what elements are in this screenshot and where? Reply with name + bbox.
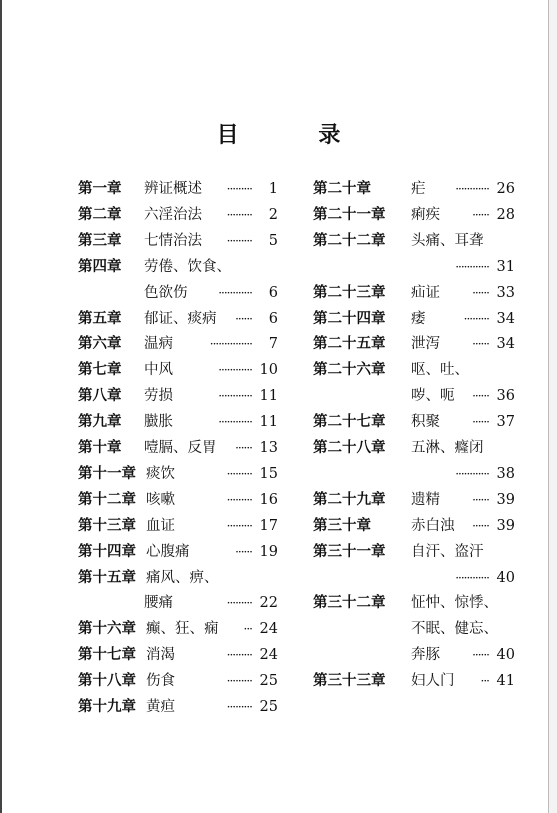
toc-entry [313, 567, 515, 589]
chapter-number: 第四章 [78, 257, 122, 275]
page-number: 22 [259, 595, 278, 612]
chapter-title: 妇人门 [411, 673, 455, 690]
chapter-title: 臌胀 [144, 414, 173, 431]
chapter-number: 第十一章 [78, 464, 136, 482]
chapter-title: 郁证、痰病 [144, 310, 217, 327]
leader-dots: ······ [472, 648, 489, 663]
page-number: 25 [259, 699, 278, 715]
leader-dots: ········· [226, 492, 252, 507]
chapter-number: 第十三章 [78, 516, 136, 534]
chapter-title: 心腹痛 [146, 543, 190, 560]
page-number: 19 [259, 543, 278, 560]
page-number: 7 [268, 336, 278, 353]
leader-dots: ······ [472, 285, 489, 300]
chapter-title: 怔忡、惊悸、 [411, 595, 498, 612]
leader-dots: ············ [455, 182, 489, 196]
chapter-title: 泄泻 [411, 336, 440, 353]
page-number: 13 [259, 440, 278, 456]
chapter-title: 噎膈、反胃 [144, 440, 217, 456]
chapter-title: 消渴 [146, 647, 175, 664]
toc-entry [78, 204, 278, 226]
chapter-number: 第六章 [78, 335, 122, 353]
toc-entry [78, 618, 278, 640]
toc-entry [313, 618, 515, 640]
chapter-number: 第二十三章 [313, 283, 386, 301]
chapter-number: 第三十章 [313, 516, 371, 534]
toc-entry [313, 385, 515, 407]
page-number: 24 [259, 647, 278, 664]
toc-entry [313, 204, 515, 226]
chapter-number: 第二十八章 [313, 439, 386, 456]
toc-entry [78, 489, 278, 511]
page-number: 17 [259, 517, 278, 534]
page-number: 37 [496, 414, 515, 431]
page-number: 38 [496, 465, 515, 482]
leader-dots: ········· [226, 648, 252, 663]
chapter-title: 痛风、痹、 [146, 569, 219, 586]
leader-dots: ············ [218, 285, 252, 300]
chapter-number: 第二十五章 [313, 335, 386, 353]
chapter-title: 疟 [411, 181, 426, 197]
chapter-title: 癫、狂、痫 [146, 621, 219, 638]
chapter-title: 劳损 [144, 388, 173, 405]
page-number: 39 [496, 517, 515, 534]
chapter-title: 劳倦、饮食、 [144, 258, 231, 275]
chapter-number: 第十四章 [78, 542, 136, 560]
chapter-title: 伤食 [146, 673, 175, 690]
leader-dots: ······ [235, 544, 252, 559]
chapter-number: 第七章 [78, 361, 122, 379]
chapter-number: 第十六章 [78, 620, 136, 638]
toc-entry [313, 333, 515, 355]
toc-entry [78, 282, 278, 304]
chapter-number: 第二十七章 [313, 413, 386, 431]
chapter-title: 不眠、健忘、 [411, 621, 498, 638]
chapter-number: 第三章 [78, 231, 122, 249]
page-number: 24 [259, 621, 278, 638]
leader-dots: ······ [472, 492, 489, 507]
toc-entry [313, 359, 515, 381]
page-number: 40 [496, 647, 515, 664]
page-number: 6 [268, 310, 278, 327]
leader-dots: ······ [235, 441, 252, 455]
page-number: 40 [496, 569, 515, 586]
chapter-title: 血证 [146, 517, 175, 534]
toc-entry [313, 592, 515, 614]
toc-entry [78, 515, 278, 537]
toc-entry [313, 230, 515, 252]
leader-dots: ··· [480, 674, 489, 689]
chapter-title: 自汗、盗汗 [411, 543, 484, 560]
toc-entry [313, 178, 515, 200]
toc-entry [313, 282, 515, 304]
toc-entry [313, 489, 515, 511]
chapter-title: 五淋、癃闭 [411, 440, 484, 456]
chapter-title: 痢疾 [411, 206, 440, 223]
page-number: 1 [268, 181, 278, 197]
leader-dots: ······ [472, 518, 489, 533]
leader-dots: ········· [226, 182, 252, 196]
toc-entry [78, 567, 278, 589]
chapter-number: 第十九章 [78, 698, 136, 715]
chapter-number: 第三十一章 [313, 542, 386, 560]
chapter-number: 第十二章 [78, 490, 136, 508]
chapter-number: 第十八章 [78, 672, 136, 690]
chapter-title: 温病 [144, 336, 173, 353]
leader-dots: ········· [226, 207, 252, 222]
page-number: 41 [496, 673, 515, 690]
toc-entry [78, 437, 278, 459]
toc-entry [313, 256, 515, 278]
leader-dots: ········· [226, 518, 252, 533]
page-number: 26 [496, 181, 515, 197]
toc-entry [313, 515, 515, 537]
toc-entry [78, 359, 278, 381]
chapter-title: 奔豚 [411, 647, 440, 664]
page-number: 34 [496, 336, 515, 353]
page-number: 10 [259, 362, 278, 379]
chapter-title: 咳嗽 [146, 491, 175, 508]
chapter-title: 遗精 [411, 491, 440, 508]
chapter-number: 第五章 [78, 309, 122, 327]
chapter-number: 第十五章 [78, 568, 136, 586]
chapter-number: 第九章 [78, 413, 122, 431]
chapter-number: 第三十三章 [313, 672, 386, 690]
leader-dots: ······ [472, 207, 489, 222]
chapter-title: 中风 [144, 362, 173, 379]
chapter-title: 黄疸 [146, 699, 175, 715]
toc-entry [313, 541, 515, 563]
chapter-number: 第十章 [78, 439, 122, 456]
toc-entry [313, 411, 515, 433]
leader-dots: ········· [226, 466, 252, 481]
toc-entry [78, 644, 278, 666]
leader-dots: ············ [218, 415, 252, 430]
page-number: 34 [496, 310, 515, 327]
toc-entry [313, 463, 515, 485]
leader-dots: ············ [218, 389, 252, 404]
leader-dots: ············ [455, 259, 489, 274]
leader-dots: ······ [235, 311, 252, 326]
toc-entry [78, 541, 278, 563]
chapter-title: 积聚 [411, 414, 440, 431]
page-number: 33 [496, 284, 515, 301]
page-number: 25 [259, 673, 278, 690]
toc-entry [78, 411, 278, 433]
leader-dots: ······ [472, 415, 489, 430]
leader-dots: ········· [226, 700, 252, 714]
toc-entry [78, 463, 278, 485]
chapter-title: 色欲伤 [144, 284, 188, 301]
toc-entry [78, 385, 278, 407]
page-number: 6 [268, 284, 278, 301]
chapter-number: 第十七章 [78, 646, 136, 664]
page-number: 5 [268, 232, 278, 249]
page-number: 36 [496, 388, 515, 405]
chapter-number: 第二章 [78, 205, 122, 223]
chapter-title: 呕、吐、 [411, 362, 469, 379]
page-number: 2 [268, 206, 278, 223]
leader-dots: ··············· [209, 337, 252, 352]
page-number: 31 [496, 258, 515, 275]
toc-entry [78, 592, 278, 614]
leader-dots: ······ [472, 389, 489, 404]
leader-dots: ········· [226, 674, 252, 689]
page-number: 28 [496, 206, 515, 223]
chapter-title: 腰痛 [144, 595, 173, 612]
chapter-number: 第三十二章 [313, 594, 386, 612]
page-number: 39 [496, 491, 515, 508]
leader-dots: ············ [455, 466, 489, 481]
leader-dots: ··· [243, 622, 252, 637]
page-number: 11 [259, 414, 278, 431]
page-number: 16 [259, 491, 278, 508]
leader-dots: ········· [226, 233, 252, 248]
chapter-title: 辨证概述 [144, 181, 202, 197]
toc-entry [78, 333, 278, 355]
chapter-number: 第二十九章 [313, 490, 386, 508]
page-title: 目 录 [216, 122, 377, 148]
chapter-number: 第一章 [78, 180, 122, 197]
leader-dots: ······ [472, 337, 489, 352]
leader-dots: ········· [463, 311, 489, 326]
chapter-title: 赤白浊 [411, 517, 455, 534]
leader-dots: ············ [218, 363, 252, 378]
chapter-title: 头痛、耳聋 [411, 232, 484, 249]
chapter-title: 六淫治法 [144, 206, 202, 223]
chapter-number: 第二十二章 [313, 231, 386, 249]
page-number: 15 [259, 465, 278, 482]
chapter-title: 痰饮 [146, 465, 175, 482]
chapter-number: 第二十四章 [313, 309, 386, 327]
chapter-title: 七情治法 [144, 232, 202, 249]
chapter-title: 痿 [411, 310, 426, 327]
leader-dots: ········· [226, 596, 252, 611]
toc-entry [78, 670, 278, 692]
chapter-title: 疝证 [411, 284, 440, 301]
toc-entry [313, 437, 515, 459]
toc-entry [78, 308, 278, 330]
chapter-number: 第二十一章 [313, 205, 386, 223]
leader-dots: ············ [455, 570, 489, 585]
toc-entry [313, 308, 515, 330]
toc-entry [313, 670, 515, 692]
chapter-number: 第八章 [78, 387, 122, 405]
chapter-number: 第二十六章 [313, 361, 386, 379]
toc-entry [78, 178, 278, 200]
chapter-number: 第二十章 [313, 180, 371, 197]
toc-entry [78, 696, 278, 718]
toc-entry [78, 256, 278, 278]
toc-entry [78, 230, 278, 252]
page-number: 11 [259, 388, 278, 405]
toc-entry [313, 644, 515, 666]
chapter-title: 哕、呃 [411, 388, 455, 405]
